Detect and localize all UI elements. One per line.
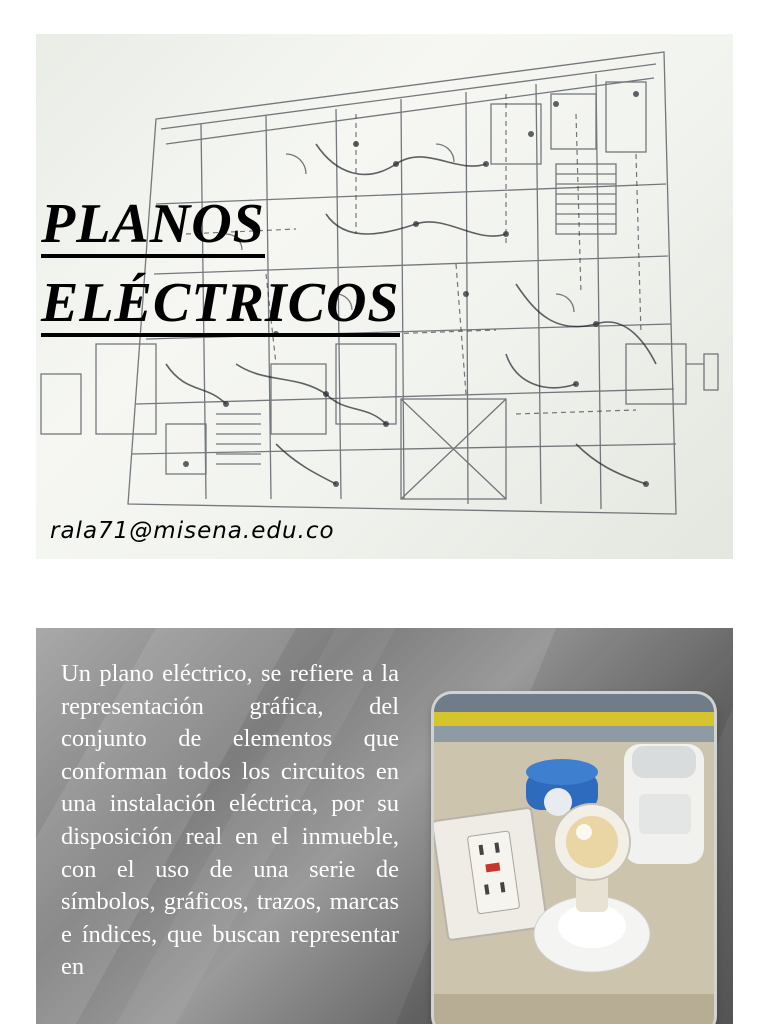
definition-paragraph: Un plano eléctrico, se refiere a la representación gráfica, del conjunto de elementos que conforman todos los circuitos en una instalación eléctrica, por su disposición real en el inmueble, con el uso de una serie de símbolos, gráficos, trazos, marcas e índices, que buscan representar en — [61, 660, 399, 981]
page-title — [41, 189, 400, 347]
title-line-1: PLANOS — [41, 194, 265, 258]
photo-illustration — [434, 694, 714, 1024]
definition-slide — [36, 628, 733, 1024]
author-email: rala71@misena.edu.co — [50, 518, 335, 544]
title-slide — [36, 34, 733, 559]
title-line-2: ELÉCTRICOS — [41, 273, 400, 337]
electrical-devices-photo — [434, 694, 714, 1024]
